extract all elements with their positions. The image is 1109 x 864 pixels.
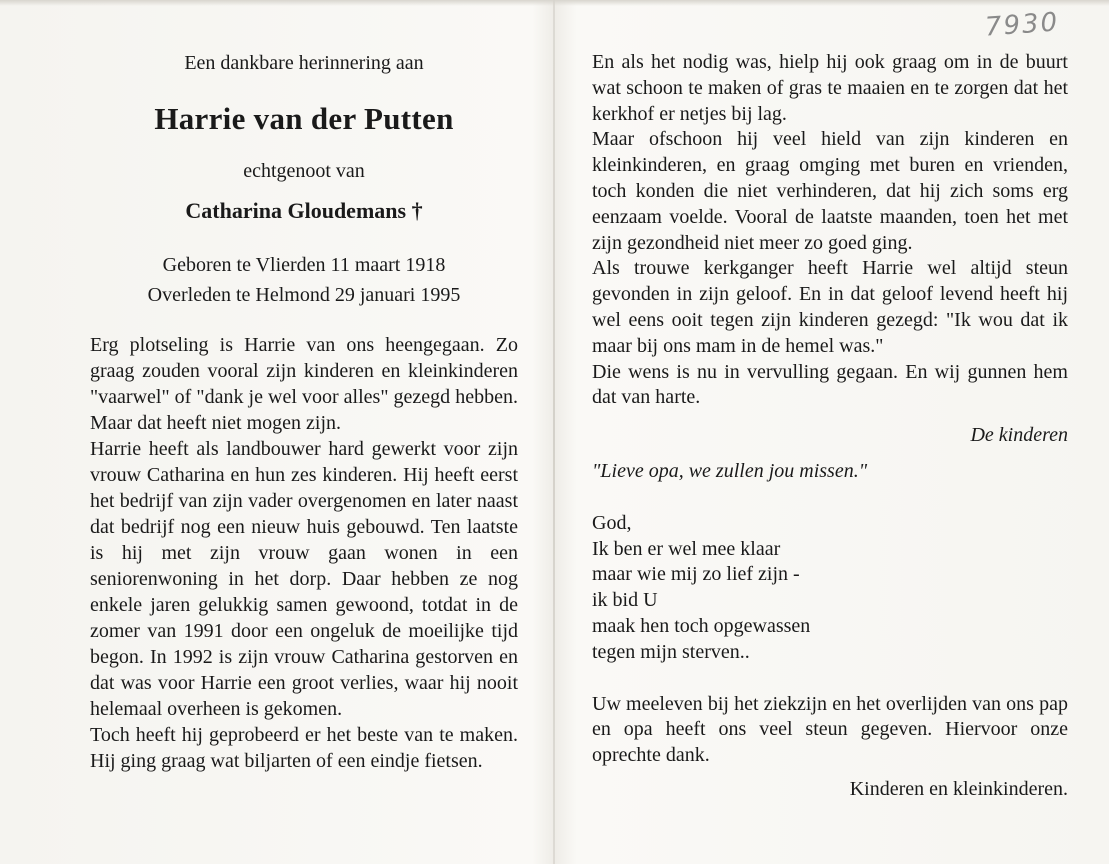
paragraph: Toch heeft hij geprobeerd er het beste van te maken. Hij ging graag wat biljarten of een eindje fietsen. [90, 724, 518, 772]
closing-signature: Kinderen en kleinkinderen. [849, 777, 1068, 800]
grandchildren-quote: "Lieve opa, we zullen jou missen." [592, 459, 868, 482]
intro-text: Een dankbare herinnering aan [184, 52, 424, 74]
poem-line: maar wie mij zo lief zijn - [592, 563, 800, 586]
poem-line: God, [592, 511, 632, 534]
paragraph: Harrie heeft als landbouwer hard gewerkt voor zijn vrouw Catharina en hun zes kinderen. Hij heeft eerst het bedrijf van zijn vader overgenomen en later naast dat bedrijf nog een nieuw huis gebouwd. Ten laatste is hij met zijn vrouw gaan wonen in een seniorenwoning in het dorp. Daar hebben ze nog enkele jaren gelukkig samen gewoond, totdat in de zomer van 1991 door een ongeluk de moeilijke tijd begon. In 1992 is zijn vrouw Catharina gestorven en dat was voor Harrie een groot verlies, waar hij nooit helemaal overheen is gekomen. [90, 438, 518, 720]
spouse-name: Catharina Gloudemans † [185, 198, 423, 223]
card-fold [553, 0, 555, 864]
spouse-of-text: echtgenoot van [243, 160, 365, 182]
handwritten-number: 7930 [984, 7, 1061, 43]
left-page [90, 50, 518, 774]
right-page [592, 50, 1068, 803]
thanks-text: Uw meeleven bij het ziekzijn en het overlijden van ons pap en opa heeft ons veel steun gegeven. Hiervoor onze oprechte dank. [592, 692, 1068, 767]
birth-line: Geboren te Vlierden 11 maart 1918 [162, 254, 446, 276]
poem-line: Ik ben er wel mee klaar [592, 537, 781, 560]
paragraph: En als het nodig was, hielp hij ook graag om in de buurt wat schoon te maken of gras te maaien en te zorgen dat het kerkhof er netjes bij lag. [592, 51, 1068, 125]
paragraph: Erg plotseling is Harrie van ons heengegaan. Zo graag zouden vooral zijn kinderen en kleinkinderen "vaarwel" of "dank je wel voor alles" gezegd hebben. Maar dat heeft niet mogen zijn. [90, 334, 518, 434]
life-dates [90, 250, 518, 310]
poem-line: maak hen toch opgewassen [592, 614, 811, 637]
left-body-text [90, 332, 518, 774]
children-signature: De kinderen [970, 424, 1068, 447]
paragraph: Als trouwe kerkganger heeft Harrie wel altijd steun gevonden in zijn geloof. En in dat geloof levend heeft hij wel eens ooit tegen zijn kinderen gezegd: "Ik wou dat ik maar bij ons mam in de hemel was." [592, 257, 1068, 357]
poem [592, 511, 1068, 666]
paragraph: Maar ofschoon hij veel hield van zijn kinderen en kleinkinderen, en graag omging met buren en vrienden, toch konden die niet verhinderen, dat hij zich soms erg eenzaam voelde. Vooral de laatste maanden, toen het met zijn gezondheid niet meer zo goed ging. [592, 128, 1068, 254]
poem-line: ik bid U [592, 589, 658, 612]
poem-line: tegen mijn sterven.. [592, 640, 750, 663]
death-line: Overleden te Helmond 29 januari 1995 [147, 284, 461, 306]
deceased-name: Harrie van der Putten [154, 101, 454, 136]
paragraph: Die wens is nu in vervulling gegaan. En wij gunnen hem dat van harte. [592, 360, 1068, 409]
